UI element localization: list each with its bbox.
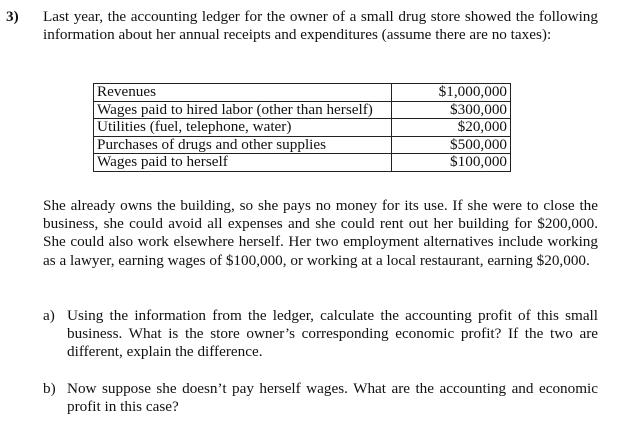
table-row xyxy=(94,101,511,119)
part-b xyxy=(43,380,598,416)
ledger-label-revenues: Revenues xyxy=(94,84,392,102)
part-a xyxy=(43,307,598,362)
part-a-text: Using the information from the ledger, calculate the accounting profit of this small business. What is the store owner’s corresponding economic profit? If the two are different, explain the difference. xyxy=(67,307,598,361)
ledger-label-wages-self: Wages paid to herself xyxy=(94,154,392,172)
question-header xyxy=(6,8,598,44)
context-paragraph: She already owns the building, so she pays no money for its use. If she were to close the business, she could avoid all expenses and she could rent out her building for $200,000. She could also work elsewhere herself. Her two employment alternatives include working as a lawyer, earning wages of $100,000, or working at a local restaurant, earning $20,000. xyxy=(43,197,598,269)
ledger-label-wages-hired: Wages paid to hired labor (other than herself) xyxy=(94,101,392,119)
ledger-value-wages-hired: $300,000 xyxy=(392,101,511,119)
part-a-letter: a) xyxy=(43,307,55,324)
ledger-table xyxy=(93,83,511,172)
ledger-value-utilities: $20,000 xyxy=(392,119,511,137)
table-row xyxy=(94,119,511,137)
part-b-letter: b) xyxy=(43,380,56,397)
ledger-label-purchases: Purchases of drugs and other supplies xyxy=(94,136,392,154)
ledger-value-revenues: $1,000,000 xyxy=(392,84,511,102)
table-row xyxy=(94,136,511,154)
question-intro: Last year, the accounting ledger for the owner of a small drug store showed the following information about her annual receipts and expenditures (assume there are no taxes): xyxy=(43,8,598,44)
question-number: 3) xyxy=(6,8,19,25)
ledger-label-utilities: Utilities (fuel, telephone, water) xyxy=(94,119,392,137)
table-row xyxy=(94,84,511,102)
table-row xyxy=(94,154,511,172)
ledger-value-wages-self: $100,000 xyxy=(392,154,511,172)
part-b-text: Now suppose she doesn’t pay herself wages. What are the accounting and economic profit in this case? xyxy=(67,380,598,416)
ledger-value-purchases: $500,000 xyxy=(392,136,511,154)
